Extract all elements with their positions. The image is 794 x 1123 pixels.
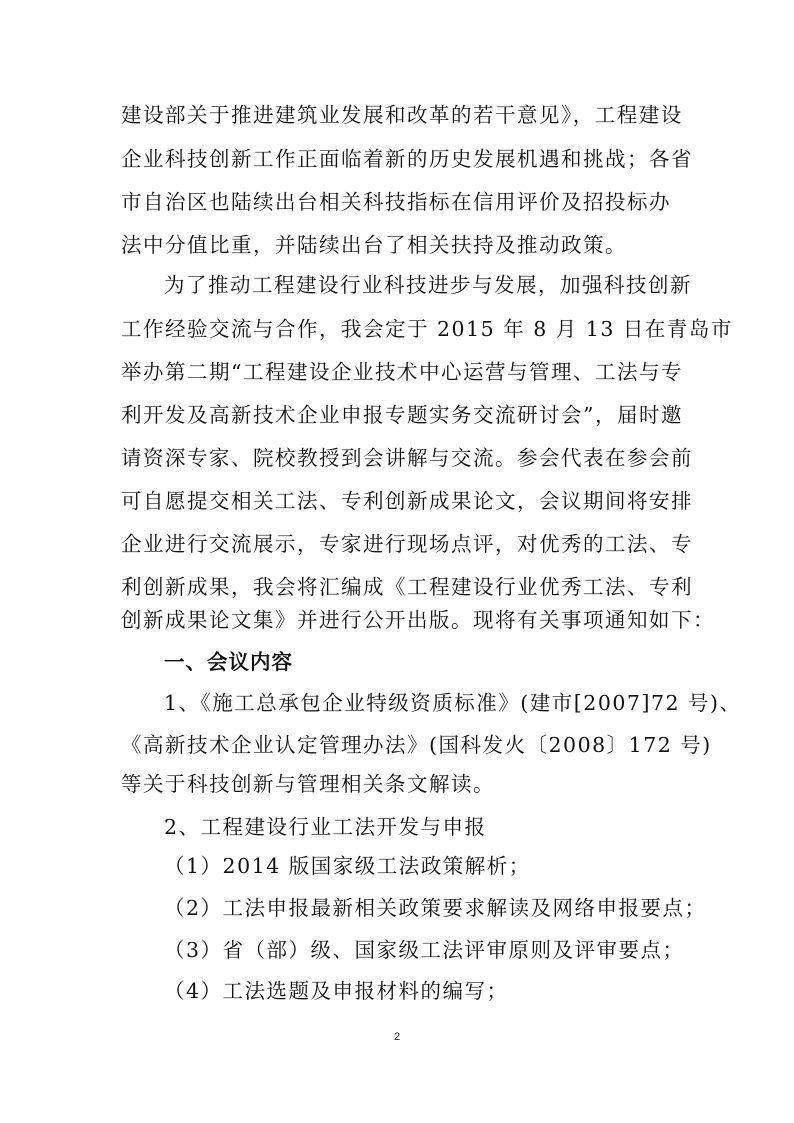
item1-line-3: 等关于科技创新与管理相关条文解读。 <box>121 772 495 796</box>
body-line-12: 利创新成果，我会将汇编成《工程建设行业优秀工法、专利 <box>121 575 693 599</box>
page-number: 2 <box>393 1031 401 1043</box>
body-line-7: 举办第二期“工程建设企业技术中心运营与管理、工法与专 <box>121 360 683 384</box>
section-heading: 一、会议内容 <box>164 650 293 674</box>
body-line-10: 可自愿提交相关工法、专利创新成果论文，会议期间将安排 <box>121 489 693 513</box>
sub-item-4: （4）工法选题及申报材料的编写； <box>164 979 509 1003</box>
item1-line-2: 《高新技术企业认定管理办法》(国科发火〔2008〕172 号) <box>121 733 712 757</box>
sub-item-2: （2）工法申报最新相关政策要求解读及网络申报要点； <box>164 896 707 920</box>
body-line-4: 法中分值比重，并陆续出台了相关扶持及推动政策。 <box>121 233 627 257</box>
body-line-9: 请资深专家、院校教授到会讲解与交流。参会代表在参会前 <box>121 446 693 470</box>
sub-item-1: （1）2014 版国家级工法政策解析； <box>164 854 531 878</box>
body-line-13: 创新成果论文集》并进行公开出版。现将有关事项通知如下： <box>121 608 715 632</box>
item1-line-1: 1、《施工总承包企业特级资质标准》(建市[2007]72 号)、 <box>164 691 742 715</box>
body-line-3: 市自治区也陆续出台相关科技指标在信用评价及招投标办 <box>121 190 671 214</box>
body-line-6: 工作经验交流与合作，我会定于 2015 年 8 月 13 日在青岛市 <box>121 317 733 341</box>
sub-item-3: （3）省（部）级、国家级工法评审原则及评审要点； <box>164 938 685 962</box>
body-line-8: 利开发及高新技术企业申报专题实务交流研讨会”，届时邀 <box>121 403 683 427</box>
body-line-11: 企业进行交流展示，专家进行现场点评，对优秀的工法、专 <box>121 532 693 556</box>
body-line-1: 建设部关于推进建筑业发展和改革的若干意见》，工程建设 <box>121 103 683 127</box>
body-line-5: 为了推动工程建设行业科技进步与发展，加强科技创新 <box>164 273 692 297</box>
item2-heading: 2、工程建设行业工法开发与申报 <box>164 815 487 839</box>
body-line-2: 企业科技创新工作正面临着新的历史发展机遇和挑战；各省 <box>121 147 693 171</box>
